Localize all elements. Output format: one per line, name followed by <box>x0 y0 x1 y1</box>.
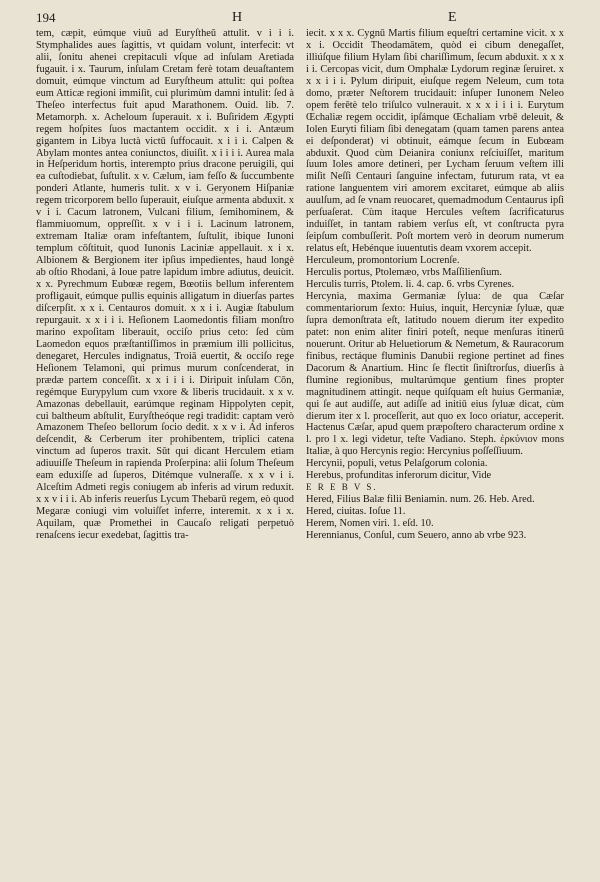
hercules-labors-continued: iecit. x x x. Cygnū Martis filium equeſtri certamine vicit. x x x i. Occidit Theodamātem, quòd ei cibum denegaſſet, illiúſque filium Hylam ſibi chariſſimum, ſecum abduxit. x x x i i. Cercopas vicit, dum Omphalæ Lydorum reginæ ſeruiret. x x x i i i. Pylum diripuit, eiuſque regem Neleum, cum tota domo, præter Neſtorem trucidauit: inſuper Iunonem Neleo opem ferētè telo triſulco vulnerauit. x x x i i i i. Eurytum Œchaliæ regem occidit, ipſámque Œchaliam vrbē deleuit, & Iolen Euryti filiam ſibi denegatam (quam tamen parens antea ei deſponderat) vi obtinuit, eámque ſecum in Eubœam abduxit. Quod cùm Deianira coniunx reſciuiſſet, maritum ſuum Ioles amore detineri, per Lycham ſeruum veſtem illi miſit Neſſi Centauri ſanguine infectam, futurum rata, vt ea ratione languentem viri amorem excitaret, eúmque ab aliis auulſum, ad ſe vnam reuocaret, quemadmodum Centaurus ipſi perſuaſerat. Cùm itaque Hercules veſtem ſacrificaturus induiſſet, in tantam rabiem verſus eſt, vt conſtructa pyra ſeipſum combuſſerit. Poſt mortem verò in deorum numerum relatus eſt, Hebénque iuuentutis deam vxorem accepit. <box>306 28 564 255</box>
entry-herculeum: Herculeum, promontorium Locrenſe. <box>306 255 460 267</box>
entry-hered-filius: Hered, Filius Balæ filii Beniamin. num. 26. Heb. Ared. <box>306 494 535 506</box>
entry-herem: Herem, Nomen viri. 1. eſd. 10. <box>306 518 434 530</box>
running-header <box>36 10 560 30</box>
hercules-labors-text: tem, cæpit, eúmque viuū ad Euryſtheū attulit. v i i i. Stymphalides aues ſagittis, vt quidam volunt, interfecit: vt alii, ſonitu ahenei crepitaculi vſque ad inſulam Aretiada fugauit. i x. Taurum, inſulam Cretam ferè totam deuaſtantem domuit, eúmque vinctum ad Euryſtheum attulit: qui poſtea eum Atticæ regioni immiſit, cui plurimùm damni intulit: ſed à Theſeo interfectus fuit apud Marathonem. Ouid. lib. 7. Metamorph. x. Acheloum ſuperauit. x i. Buſiridem Ægypti regem hoſpites ſuos mactantem occidit. x i i. Antæum gigantem in Libya luctà victū ſuffocauit. x i i i. Calpen & Abylam montes antea coniunctos, diuiſit. x i i i i. Aurea mala in Heſperidum hortis, interempto prius dracone peruigili, qui ea cuſtodiebat, ſuſtulit. x v. Cælum, iam feſſo & ſuccumbente ponderi Atlante, humeris tulit. x v i. Geryonem Hiſpaniæ regem tricorporem bello ſuperauit, eiuſque armenta abduxit. x v i i. Cacum latronem, Vulcani filium, ſemihominem, & flammiuomum, oppreſſit. x v i i i. Lacinum latronem, extremam Italiæ oram infeſtantem, ſuſtulit, ibique Iunoni templum cōſtituit, quod Iunonis Laciniæ appellauit. x i x. Albionem & Bergionem iter ipſius impedientes, haud longè ab oſtio Rhodani, à Ioue patre lapidum imbre adiutus, deuicit. x x. Pyrechmum Eubœæ regem, Bœotiis bellum inferentem profligauit, eúmque pullis equinis alligatum in diuerſas partes diſcerpſit. x x i. Centauros domuit. x x i i. Augiæ ſtabulum repurgauit. x x i i i. Heſionem Laomedontis filiam monſtro marino expoſitam liberauit, occiſo prius ceto: ſed cùm Laomedon equos præſtantiſſimos in præmium illi pollicitus, denegaret, Hercules indignatus, Troiā euertit, & occiſo rege Heſionem Telamoni, qui primus murum conſcenderat, in prædæ partem conceſſit. x x i i i i. Diripuit inſulam Cōn, regémque Eurypylum cum vxore & liberis trucidauit. x x v. Amazonas debellauit, earúmque reginam Hippolyten cepit, cui baltheum abſtulit, Euryſtheóque regi tradidit: captam verò Amazonem Theſeo bellorum ſocio dedit. x x v i. Ad inferos deſcendit, & Cerberum iter prohibentem, triplici catena vinctum ad ſuperos traxit. Sūt qui dicant Herculem etiam adiuuiſſe Theſeum in rapienda Proſerpina: alii ſolum Theſeum eam eduxiſſe ad ſuperos, Ditémque vulneraſſe. x x v i i. Alceſtim Admeti regis coniugem ab inferis ad virum reduxit. x x v i i i. Ab inferis reuerſus Lycum Thebarū regem, eò quod Megaræ coniugi vim voluiſſet inferre, interemit. x x i x. Aquilam, quæ Promethei in Caucaſo religati perpetuò renaſcens iecur exedebat, ſagittis tra- <box>36 28 294 542</box>
header-letter-right: E <box>448 10 457 25</box>
entry-herculis-turris: Herculis turris, Ptolem. li. 4. cap. 6. vrbs Cyrenes. <box>306 279 515 291</box>
entry-herebus: Herebus, profunditas inferorum dicitur, Vide <box>306 470 492 482</box>
entry-hercynia: Hercynia, maxima Germaniæ ſylua: de qua Cæſar commentariorum ſexto: Huius, inquit, Hercyniæ ſyluæ, quæ ſupra demonſtrata eſt, latitudo nouem dierum iter expedito patet: non enim aliter finiri poteſt, neque menſuras itinerū nouerunt. Oritur ab Heluetiorum & Nemetum, & Rauracorum finibus, rectáque fluminis Danubii regione pertinet ad fines Dacorum & Anartium. Hinc ſe flectit ſiniſtrorſus, diuerſis à flumine regionibus, multarúmque gentium fines propter magnitudinem attingit. neque quiſquam eſt huius Germaniæ, qui ſe aut audiſſe, aut adiſſe ad initiū eius ſyluæ dicat, cùm dierum iter x l. proceſſerit, aut quo ex loco oriatur, acceperit. Hactenus Cæſar, apud quem præpoſtero characterum ordine x l. pro l x. legi videtur, teſte Vadiano. Steph. ἐρκύνιον mons Italiæ, à quo Hercynis regio: Hercynius poſſeſſiuum. <box>306 290 564 458</box>
entry-herculis-portus: Herculis portus, Ptolemæo, vrbs Maſſilienſium. <box>306 267 502 279</box>
cross-reference-erebus: E R E B V S. <box>306 482 378 493</box>
left-column <box>36 28 294 542</box>
page-number: 194 <box>36 10 56 25</box>
entry-herennianus: Herennianus, Conſul, cum Seuero, anno ab vrbe 923. <box>306 530 527 542</box>
header-letter-left: H <box>232 10 243 25</box>
entry-hercynii: Hercynii, populi, vetus Pelaſgorum colonia. <box>306 458 488 470</box>
right-column <box>306 28 564 542</box>
entry-hered-ciuitas: Hered, ciuitas. Ioſue 11. <box>306 506 406 518</box>
